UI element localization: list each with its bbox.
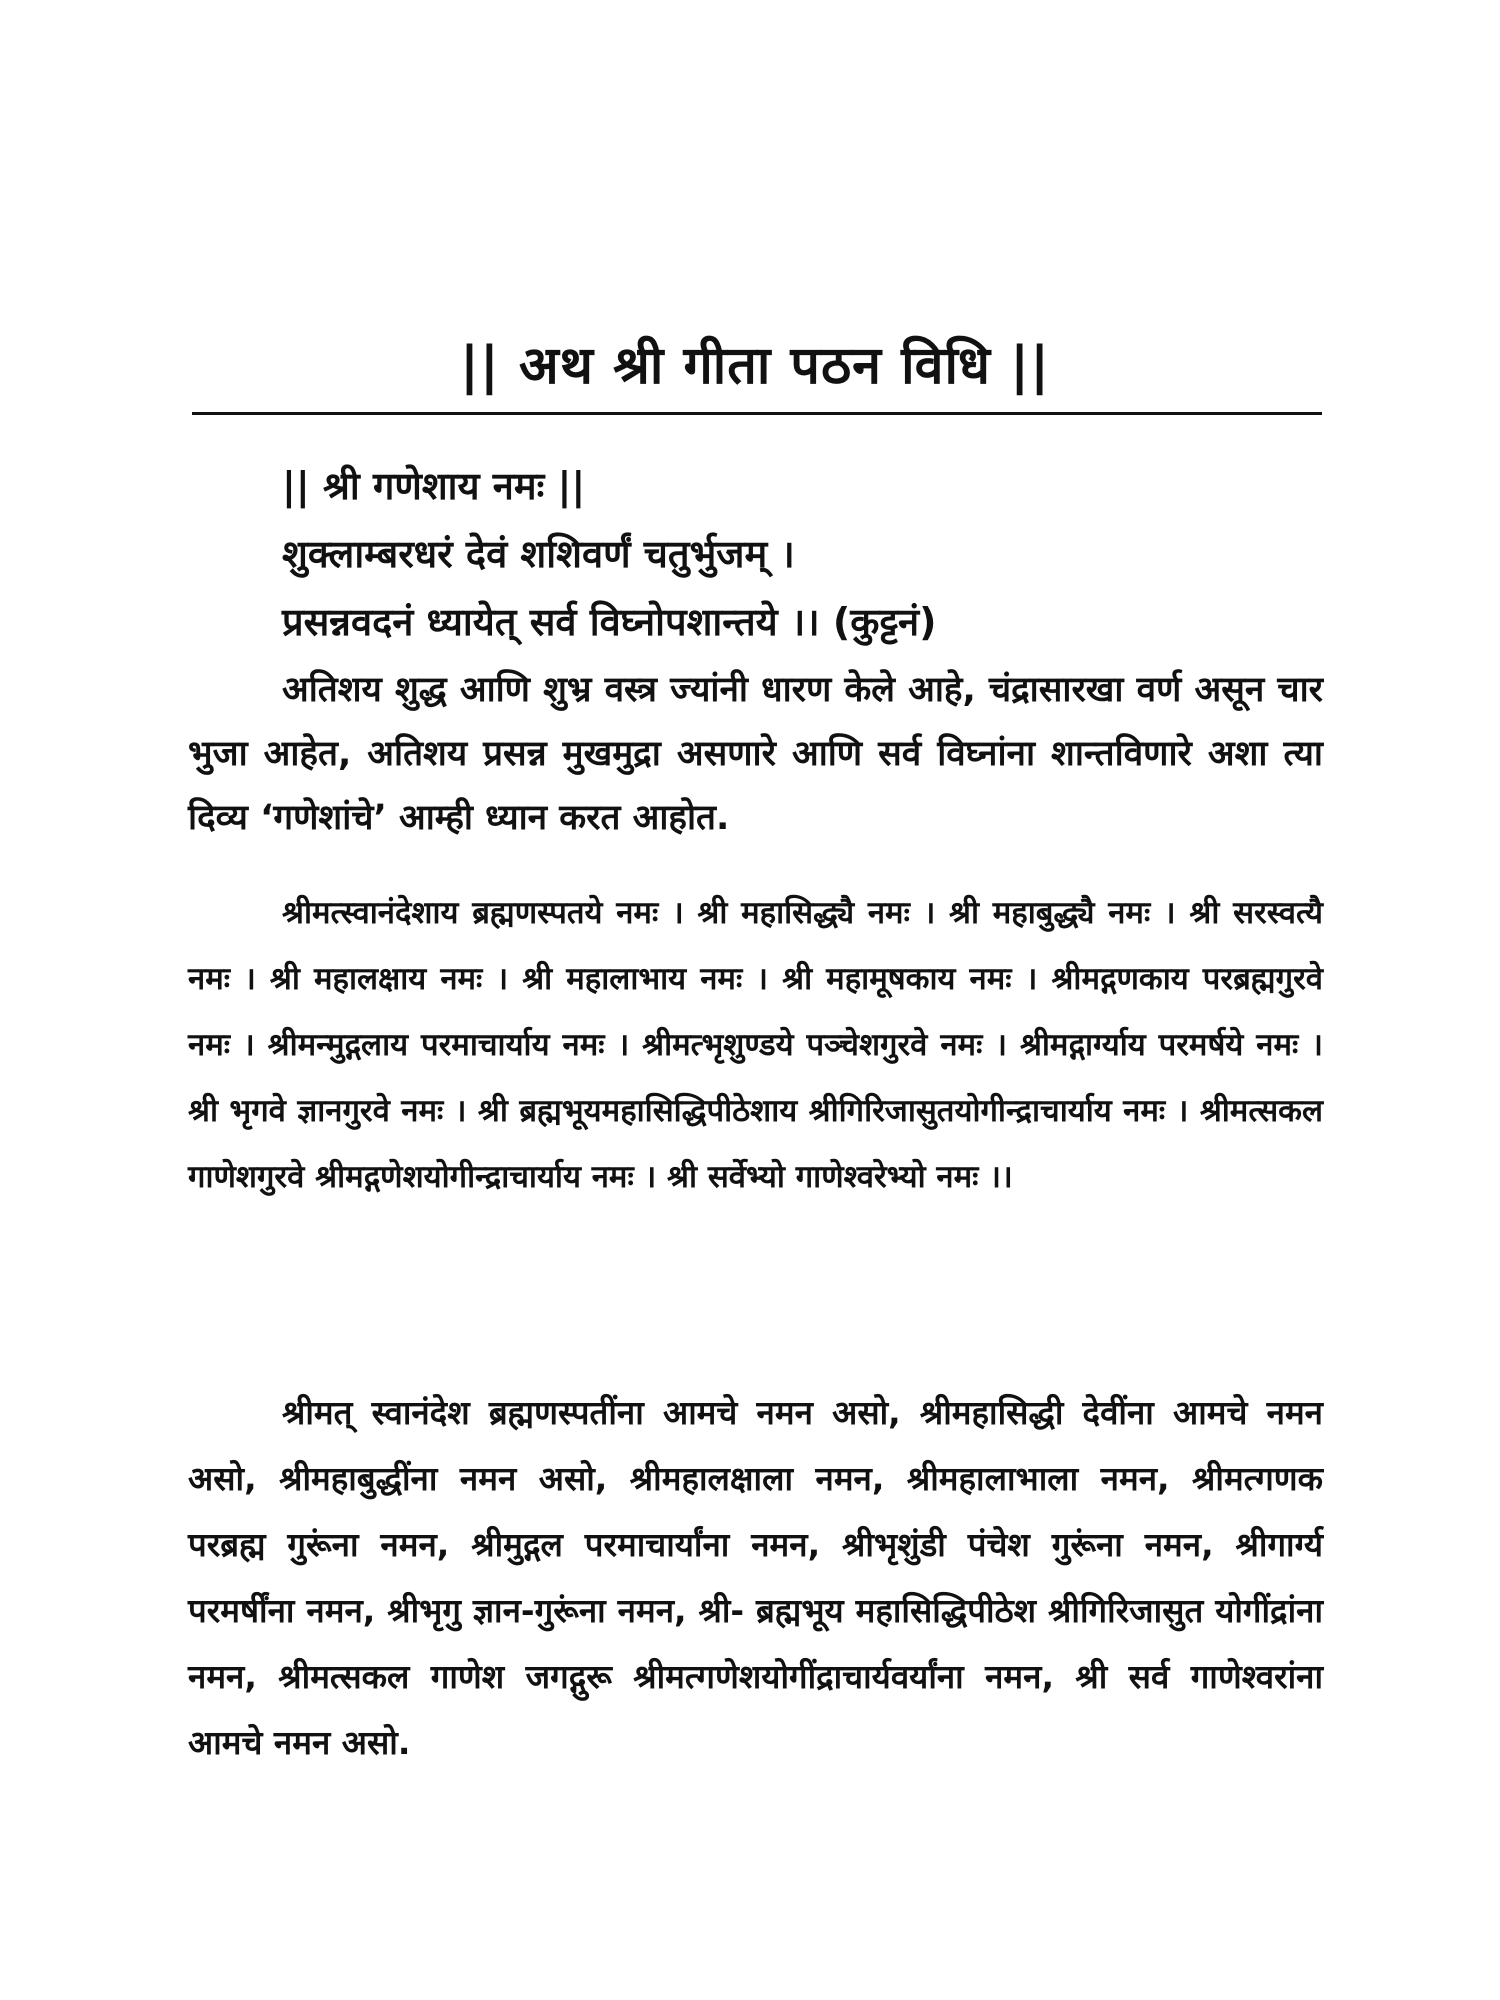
ganesha-shloka: [282, 452, 1322, 656]
shloka-line-2: शुक्लाम्बरधरं देवं शशिवर्णं चतुर्भुजम् ।: [282, 532, 795, 576]
page-title: || अथ श्री गीता पठन विधि ||: [459, 336, 1051, 396]
namaskar-mantra-paragraph: श्रीमत्स्वानंदेशाय ब्रह्मणस्पतये नमः । श्री महासिद्ध्यै नमः । श्री महाबुद्ध्यै नमः । श्री सरस्वत्यै नमः । श्री महालक्षाय नमः । श्री महालाभाय नमः । श्री महामूषकाय नमः । श्रीमद्गणकाय परब्रह्मगुरवे नमः । श्रीमन्मुद्गलाय परमाचार्याय नमः । श्रीमत्भृशुण्डये पञ्चेशगुरवे नमः । श्रीमद्गार्ग्याय परमर्षये नमः । श्री भृगवे ज्ञानगुरवे नमः । श्री ब्रह्मभूयमहासिद्धिपीठेशाय श्रीगिरिजासुतयोगीन्द्राचार्याय नमः । श्रीमत्सकल गाणेशगुरवे श्रीमद्गणेशयोगीन्द्राचार्याय नमः । श्री सर्वेभ्यो गाणेश्वरेभ्यो नमः ।।: [188, 895, 1323, 1195]
title-underline: [192, 412, 1322, 415]
meaning-paragraph: अतिशय शुद्ध आणि शुभ्र वस्त्र ज्यांनी धारण केले आहे, चंद्रासारखा वर्ण असून चार भुजा आहेत, अतिशय प्रसन्न मुखमुद्रा असणारे आणि सर्व विघ्नांना शान्तविणारे अशा त्या दिव्य ‘गणेशांचे’ आम्ही ध्यान करत आहोत.: [188, 670, 1323, 838]
shloka-line-1: || श्री गणेशाय नमः ||: [282, 464, 586, 508]
shloka-line-3: प्रसन्नवदनं ध्यायेत् सर्व विघ्नोपशान्तये ।। (कुट्टनं): [282, 600, 937, 644]
namaskar-meaning-paragraph: श्रीमत् स्वानंदेश ब्रह्मणस्पतींना आमचे नमन असो, श्रीमहासिद्धी देवींना आमचे नमन असो, श्रीमहाबुद्धींना नमन असो, श्रीमहालक्षाला नमन, श्रीमहालाभाला नमन, श्रीमत्गणक परब्रह्म गुरूंना नमन, श्रीमुद्गल परमाचार्यांना नमन, श्रीभृशुंडी पंचेश गुरूंना नमन, श्रीगार्ग्य परमर्षींना नमन, श्रीभृगु ज्ञान-गुरूंना नमन, श्री- ब्रह्मभूय महासिद्धिपीठेश श्रीगिरिजासुत योगींद्रांना नमन, श्रीमत्सकल गाणेश जगद्गुरू श्रीमत्गणेशयोगींद्राचार्यवर्यांना नमन, श्री सर्व गाणेश्वरांना आमचे नमन असो.: [188, 1393, 1323, 1762]
